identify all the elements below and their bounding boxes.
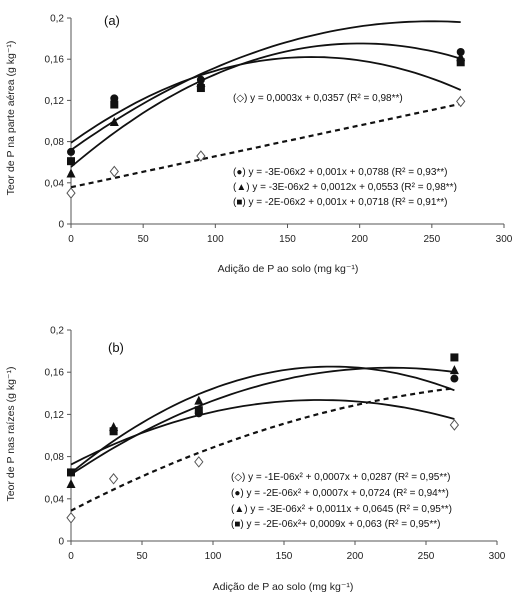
x-tick-label: 50 [137, 234, 149, 245]
chart-a-legend-entry-1: (◇) y = 0,0003x + 0,0357 (R² = 0,98**) [233, 93, 403, 104]
point-diamond [457, 96, 465, 106]
point-triangle [450, 365, 459, 374]
chart-a-legend-entry-3: (▲) y = -3E-06x2 + 0,0012x + 0,0553 (R² = 0,98**) [233, 182, 457, 193]
y-tick-label: 0,08 [44, 137, 64, 149]
x-tick-label: 250 [423, 234, 441, 245]
point-triangle [194, 396, 203, 405]
y-tick-label: 0,16 [44, 54, 64, 66]
chart-b-legend-entry-2: (●) y = -2E-06x² + 0,0007x + 0,0724 (R² = 0,94**) [231, 488, 449, 499]
chart-b-panel-label: (b) [108, 340, 124, 355]
chart-b [5, 326, 506, 594]
series-square-fit-line [71, 368, 454, 475]
chart-b-ylabel: Teor de P nas raízes (g kg⁻¹) [5, 366, 17, 502]
x-tick-label: 150 [275, 551, 293, 562]
x-tick-label: 300 [495, 234, 513, 245]
chart-a-plot [45, 14, 513, 246]
y-tick-label: 0 [58, 219, 64, 231]
x-tick-label: 100 [204, 551, 222, 562]
y-tick-label: 0,08 [44, 452, 64, 464]
y-tick-label: 0,2 [50, 13, 64, 25]
chart-a [5, 13, 513, 275]
point-triangle [67, 169, 76, 178]
chart-a-legend-entry-2: (●) y = -3E-06x2 + 0,001x + 0,0788 (R² = 0,93**) [233, 167, 448, 178]
x-tick-label: 250 [417, 551, 435, 562]
chart-a-xlabel: Adição de P ao solo (mg kg⁻¹) [217, 263, 359, 275]
point-square [110, 101, 118, 109]
x-tick-label: 0 [68, 551, 74, 562]
point-diamond [67, 513, 75, 523]
chart-b-legend-entry-4: (■) y = -2E-06x²+ 0,0009x + 0,063 (R² = 0,95**) [231, 519, 441, 530]
point-square [110, 427, 118, 435]
point-square [450, 353, 458, 361]
x-tick-label: 50 [136, 551, 148, 562]
y-tick-label: 0,12 [44, 95, 64, 107]
series-triangle-fit-line [71, 367, 454, 473]
series-square-fit-line [71, 21, 461, 150]
point-diamond [450, 420, 458, 430]
y-tick-label: 0,04 [44, 494, 64, 506]
chart-b-legend-entry-1: (◇) y = -1E-06x² + 0,0007x + 0,0287 (R² = 0,95**) [231, 472, 451, 483]
y-tick-label: 0 [58, 536, 64, 548]
x-tick-label: 0 [68, 234, 74, 245]
point-square [67, 468, 75, 476]
point-square [195, 406, 203, 414]
y-tick-label: 0,04 [44, 178, 64, 190]
point-diamond [195, 457, 203, 467]
x-tick-label: 200 [346, 551, 364, 562]
y-tick-label: 0,2 [50, 325, 64, 337]
point-circle [450, 375, 458, 383]
point-square [67, 157, 75, 165]
point-circle [67, 148, 75, 156]
point-diamond [110, 474, 118, 484]
chart-a-ylabel: Teor de P na parte aérea (g kg⁻¹) [5, 40, 17, 196]
series-circle-fit-line [71, 400, 454, 465]
point-triangle [67, 479, 76, 488]
chart-a-panel-label: (a) [104, 13, 120, 28]
point-square [457, 58, 465, 66]
chart-a-legend [233, 93, 457, 208]
x-tick-label: 100 [206, 234, 224, 245]
x-tick-label: 150 [279, 234, 296, 245]
chart-b-xlabel: Adição de P ao solo (mg kg⁻¹) [212, 581, 354, 593]
x-tick-label: 200 [351, 234, 369, 245]
point-diamond [67, 188, 75, 198]
chart-a-legend-entry-4: (■) y = -2E-06x2 + 0,001x + 0,0718 (R² = 0,91**) [233, 197, 448, 208]
y-tick-label: 0,16 [44, 367, 64, 379]
point-diamond [110, 166, 118, 176]
chart-b-legend [231, 472, 452, 530]
y-tick-label: 0,12 [44, 409, 64, 421]
point-square [197, 84, 205, 92]
x-tick-label: 300 [488, 551, 506, 562]
chart-b-legend-entry-3: (▲) y = -3E-06x² + 0,0011x + 0,0645 (R² = 0,95**) [231, 504, 452, 515]
